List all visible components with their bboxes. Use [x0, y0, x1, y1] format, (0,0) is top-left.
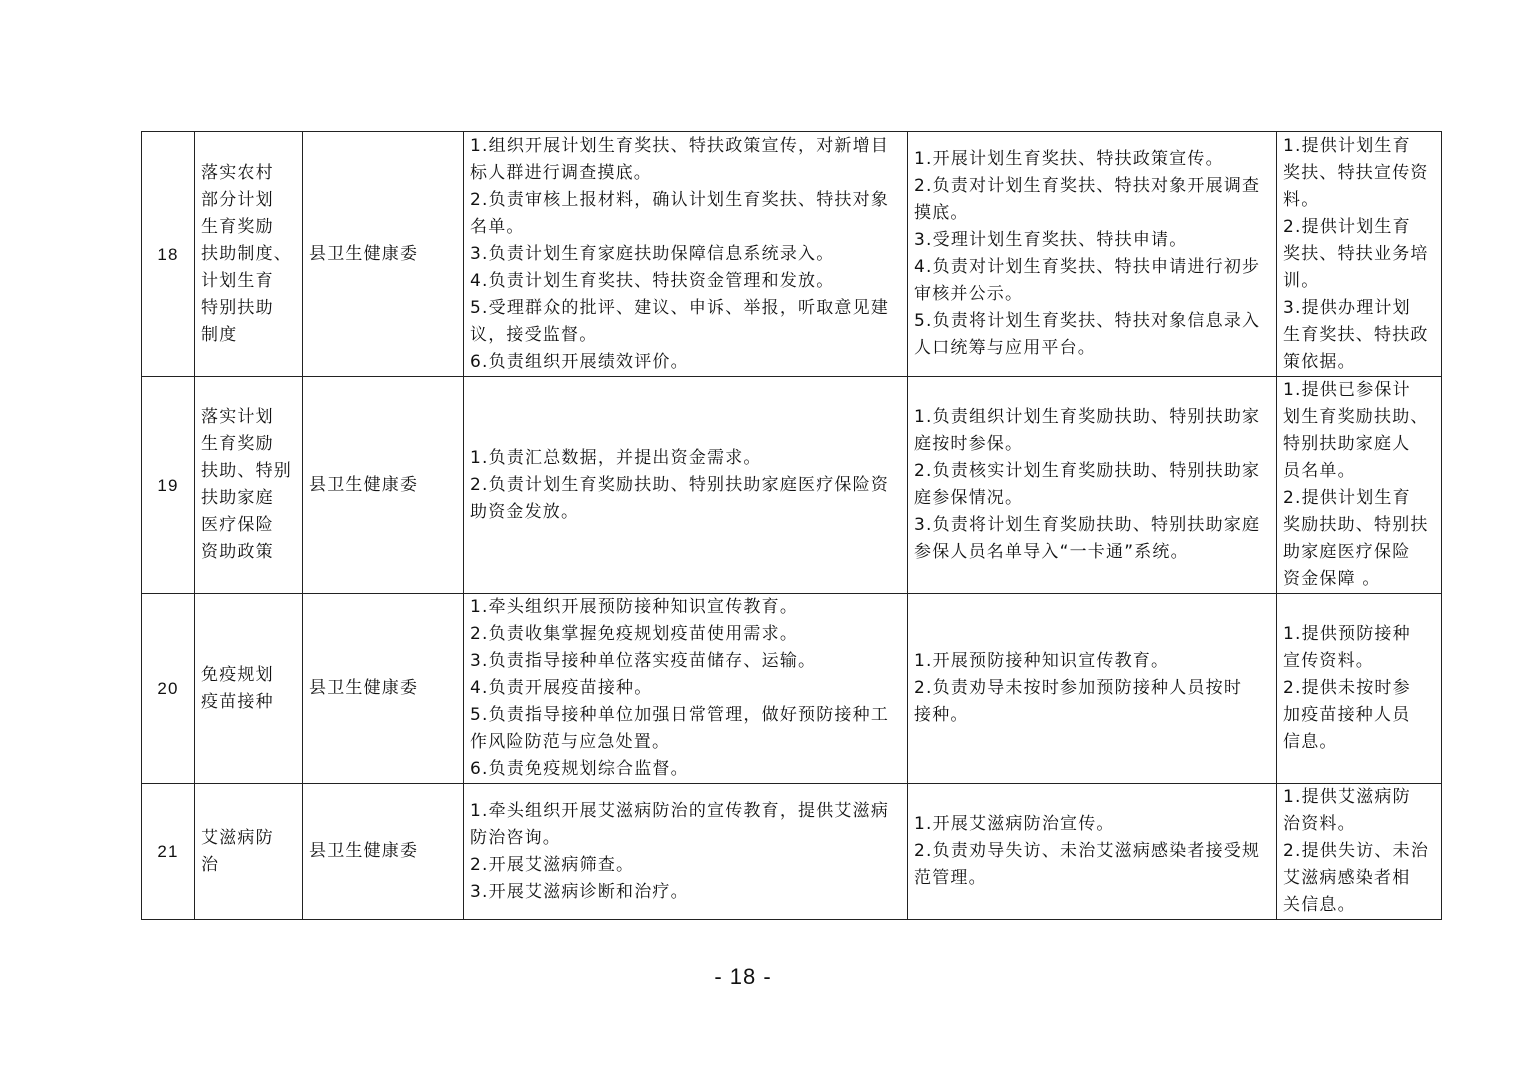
township-duties-cell: 1.开展艾滋病防治宣传。 2.负责劝导失访、未治艾滋病感染者接受规 范管理。	[908, 784, 1277, 920]
table-row	[142, 132, 1442, 377]
row-number: 19	[142, 377, 195, 594]
row-number: 21	[142, 784, 195, 920]
village-duties-cell: 1.提供艾滋病防 治资料。 2.提供失访、未治 艾滋病感染者相 关信息。	[1277, 784, 1442, 920]
county-duties-cell: 1.牵头组织开展艾滋病防治的宣传教育，提供艾滋病 防治咨询。 2.开展艾滋病筛查。 3.开展艾滋病诊断和治疗。	[464, 784, 908, 920]
table-row	[142, 377, 1442, 594]
village-duties-cell: 1.提供已参保计 划生育奖励扶助、 特别扶助家庭人 员名单。 2.提供计划生育 奖励扶助、特别扶 助家庭医疗保险 资金保障 。	[1277, 377, 1442, 594]
item-cell: 落实农村 部分计划 生育奖励 扶助制度、 计划生育 特别扶助 制度	[195, 132, 303, 377]
village-duties-cell: 1.提供计划生育 奖扶、特扶宣传资 料。 2.提供计划生育 奖扶、特扶业务培 训。 3.提供办理计划 生育奖扶、特扶政 策依据。	[1277, 132, 1442, 377]
township-duties-cell: 1.负责组织计划生育奖励扶助、特别扶助家 庭按时参保。 2.负责核实计划生育奖励扶助、特别扶助家 庭参保情况。 3.负责将计划生育奖励扶助、特别扶助家庭 参保人员名单导入“一卡通”系统。	[908, 377, 1277, 594]
department-cell: 县卫生健康委	[303, 784, 464, 920]
department-cell: 县卫生健康委	[303, 132, 464, 377]
department-cell: 县卫生健康委	[303, 377, 464, 594]
county-duties-cell: 1.负责汇总数据，并提出资金需求。 2.负责计划生育奖励扶助、特别扶助家庭医疗保险资 助资金发放。	[464, 377, 908, 594]
township-duties-cell: 1.开展计划生育奖扶、特扶政策宣传。 2.负责对计划生育奖扶、特扶对象开展调查 摸底。 3.受理计划生育奖扶、特扶申请。 4.负责对计划生育奖扶、特扶申请进行初步 审核并公示。 5.负责将计划生育奖扶、特扶对象信息录入 人口统筹与应用平台。	[908, 132, 1277, 377]
village-duties-cell: 1.提供预防接种 宣传资料。 2.提供未按时参 加疫苗接种人员 信息。	[1277, 594, 1442, 784]
table-row	[142, 784, 1442, 920]
table-row	[142, 594, 1442, 784]
page-number: - 18 -	[714, 964, 772, 989]
item-cell: 免疫规划 疫苗接种	[195, 594, 303, 784]
item-cell: 艾滋病防 治	[195, 784, 303, 920]
county-duties-cell: 1.组织开展计划生育奖扶、特扶政策宣传，对新增目 标人群进行调查摸底。 2.负责审核上报材料，确认计划生育奖扶、特扶对象 名单。 3.负责计划生育家庭扶助保障信息系统录入。 4.负责计划生育奖扶、特扶资金管理和发放。 5.受理群众的批评、建议、申诉、举报，听取意见建 议，接受监督。 6.负责组织开展绩效评价。	[464, 132, 908, 377]
county-duties-cell: 1.牵头组织开展预防接种知识宣传教育。 2.负责收集掌握免疫规划疫苗使用需求。 3.负责指导接种单位落实疫苗储存、运输。 4.负责开展疫苗接种。 5.负责指导接种单位加强日常管理，做好预防接种工 作风险防范与应急处置。 6.负责免疫规划综合监督。	[464, 594, 908, 784]
duty-table	[141, 131, 1442, 920]
row-number: 18	[142, 132, 195, 377]
department-cell: 县卫生健康委	[303, 594, 464, 784]
township-duties-cell: 1.开展预防接种知识宣传教育。 2.负责劝导未按时参加预防接种人员按时 接种。	[908, 594, 1277, 784]
item-cell: 落实计划 生育奖励 扶助、特别 扶助家庭 医疗保险 资助政策	[195, 377, 303, 594]
row-number: 20	[142, 594, 195, 784]
